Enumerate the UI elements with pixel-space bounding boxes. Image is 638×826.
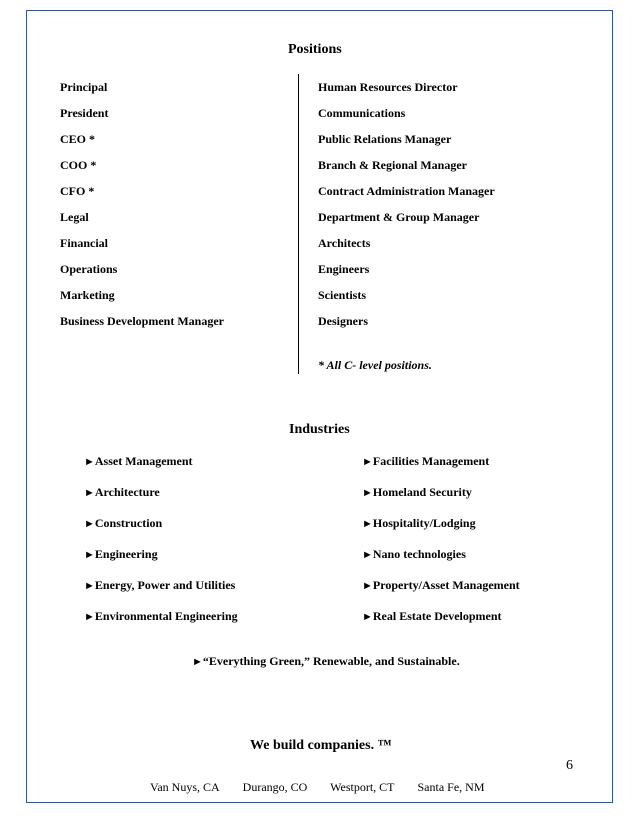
arrow-bullet-icon: ► [84, 518, 95, 530]
c-level-note-text: * All C- level positions. [318, 358, 432, 372]
industry-item [362, 547, 466, 562]
industry-label: Homeland Security [372, 485, 472, 499]
slogan: We build companies. ™ [250, 738, 392, 753]
c-level-note [318, 358, 432, 372]
arrow-bullet-icon: ► [362, 580, 373, 592]
position-item: Designers [318, 314, 368, 328]
position-item: Legal [60, 210, 89, 224]
industry-label: Architecture [94, 485, 160, 499]
industry-item [362, 485, 472, 500]
arrow-bullet-icon: ► [362, 456, 373, 468]
industry-item [84, 547, 158, 562]
arrow-bullet-icon: ► [362, 549, 373, 561]
arrow-bullet-icon: ► [362, 518, 373, 530]
industry-label: Nano technologies [372, 547, 466, 561]
industry-item [84, 516, 162, 531]
position-item: Marketing [60, 288, 115, 302]
arrow-bullet-icon: ► [362, 611, 373, 623]
industry-label: Environmental Engineering [94, 609, 238, 623]
footer-locations [150, 780, 485, 795]
industry-label: Energy, Power and Utilities [94, 578, 236, 592]
position-item: COO * [60, 158, 97, 172]
position-item: CFO * [60, 184, 95, 198]
industry-label: Real Estate Development [372, 609, 502, 623]
industry-item [362, 454, 489, 469]
page-border [26, 10, 613, 803]
arrow-bullet-icon: ► [362, 487, 373, 499]
position-item: CEO * [60, 132, 96, 146]
page-number: 6 [566, 758, 573, 773]
arrow-bullet-icon: ► [84, 456, 95, 468]
positions-heading: Positions [288, 42, 342, 57]
position-item: Operations [60, 262, 118, 276]
position-item: Business Development Manager [60, 314, 224, 328]
position-item: President [60, 106, 109, 120]
arrow-bullet-icon: ► [84, 611, 95, 623]
position-item: Branch & Regional Manager [318, 158, 467, 172]
industry-label: Engineering [94, 547, 158, 561]
position-item: Architects [318, 236, 371, 250]
industry-item [362, 609, 502, 624]
industry-label: Property/Asset Management [372, 578, 520, 592]
industry-label: Asset Management [94, 454, 193, 468]
location-item: Westport, CT [330, 780, 395, 794]
column-divider [298, 74, 299, 374]
arrow-bullet-icon: ► [84, 549, 95, 561]
industry-label: Construction [94, 516, 163, 530]
tagline-text: “Everything Green,” Renewable, and Sustainable. [202, 654, 460, 668]
industry-label: Hospitality/Lodging [372, 516, 476, 530]
arrow-bullet-icon: ► [84, 487, 95, 499]
industry-label: Facilities Management [372, 454, 490, 468]
position-item: Human Resources Director [318, 80, 458, 94]
position-item: Contract Administration Manager [318, 184, 495, 198]
industry-item [84, 454, 193, 469]
position-item: Public Relations Manager [318, 132, 452, 146]
location-item: Durango, CO [242, 780, 308, 794]
location-item: Santa Fe, NM [417, 780, 485, 794]
industry-item [362, 578, 520, 593]
industries-tagline [192, 654, 460, 669]
arrow-bullet-icon: ► [84, 580, 95, 592]
position-item: Engineers [318, 262, 370, 276]
industry-item [84, 578, 235, 593]
industries-heading: Industries [289, 422, 350, 437]
position-item: Communications [318, 106, 406, 120]
position-item: Financial [60, 236, 109, 250]
industry-item [84, 609, 238, 624]
position-item: Principal [60, 80, 108, 94]
position-item: Scientists [318, 288, 366, 302]
location-item: Van Nuys, CA [150, 780, 220, 794]
industry-item [362, 516, 476, 531]
position-item: Department & Group Manager [318, 210, 480, 224]
arrow-bullet-icon: ► [192, 656, 203, 668]
industry-item [84, 485, 160, 500]
